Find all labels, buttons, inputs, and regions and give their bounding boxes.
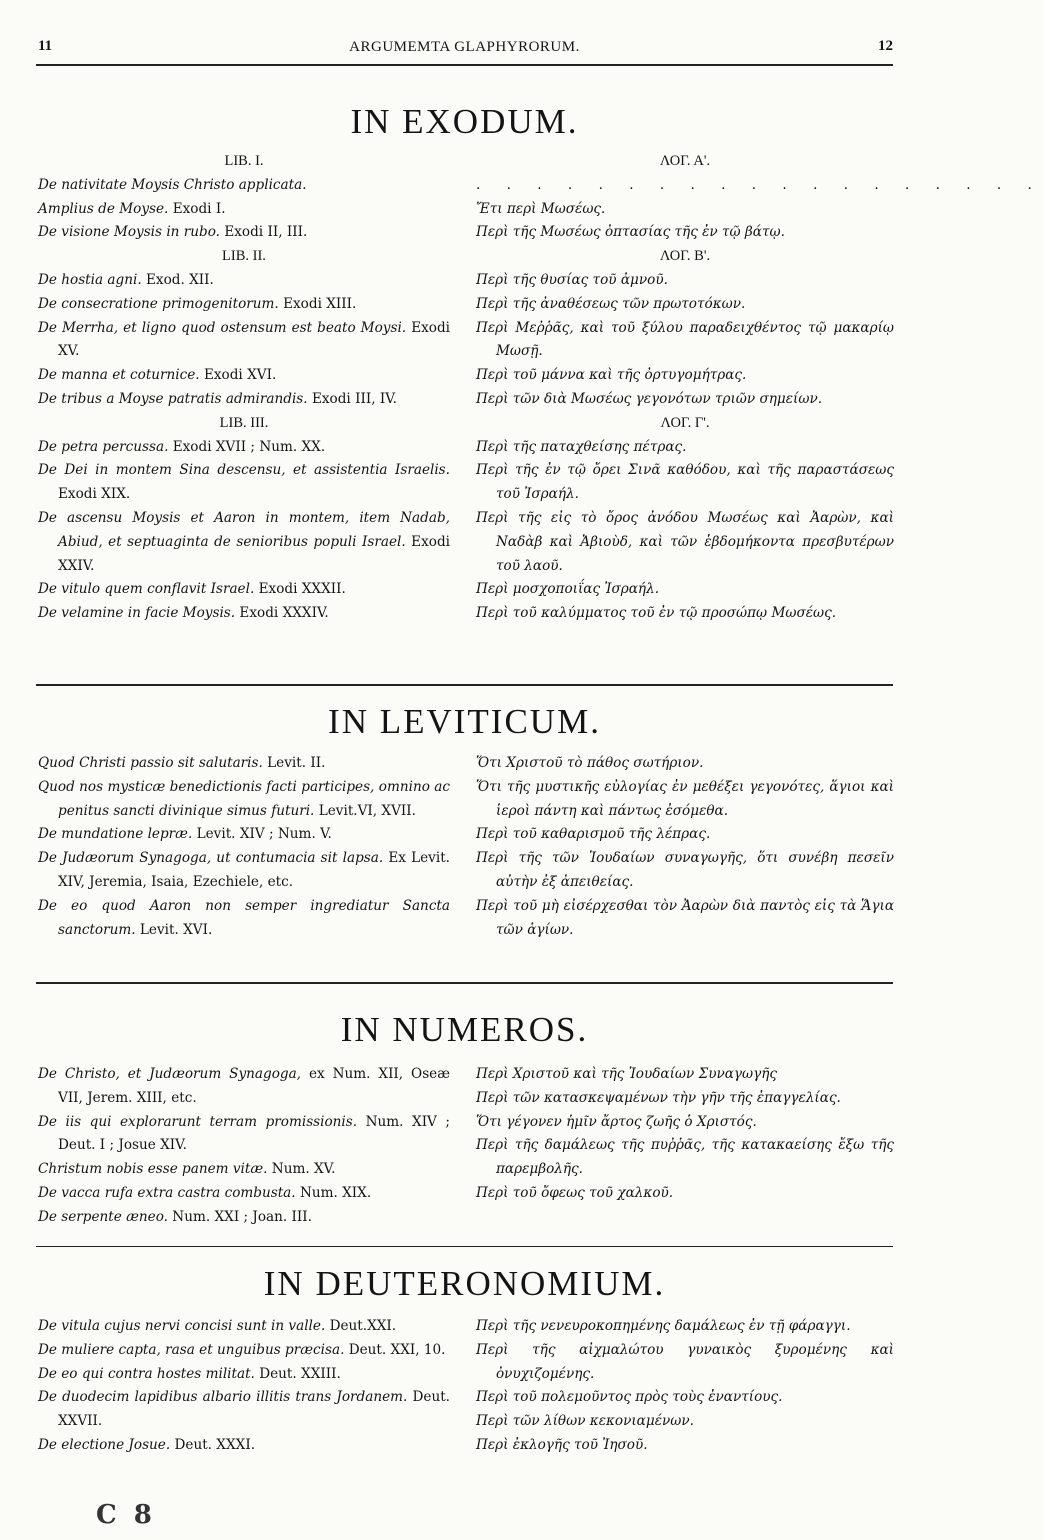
entry-text: Περὶ τῆς παταχθείσης πέτρας. <box>476 438 687 455</box>
book-heading: ΛΟΓ. Γ'. <box>660 414 710 431</box>
chapter-entry <box>38 1158 450 1182</box>
entry-text: De petra percussa. <box>38 438 169 455</box>
scripture-reference: Num. XV. <box>271 1161 336 1178</box>
chapter-entry <box>476 578 894 602</box>
entry-text: Ἔτι περὶ Μωσέως. <box>476 200 606 217</box>
entry-text: Περὶ τῆς ἀναθέσεως τῶν πρωτοτόκων. <box>476 295 746 312</box>
scripture-reference: Exodi XIX. <box>58 486 131 503</box>
chapter-entry <box>476 198 894 222</box>
entry-text: Περὶ τῆς τῶν Ἰουδαίων συναγωγῆς, ὅτι συνέβη πεσεῖν αὐτὴν ἐξ ἀπειθείας. <box>476 850 894 890</box>
entry-text: Περὶ τοῦ ὄφεως τοῦ χαλκοῦ. <box>476 1184 674 1201</box>
entry-text: Quod nos mysticæ benedictionis facti participes, omnino ac penitus sancti divinique simus futuri. <box>38 778 450 819</box>
book-heading: LIB. III. <box>219 414 269 431</box>
entry-text: De Dei in montem Sina descensu, et assistentia Israelis. <box>38 462 450 479</box>
chapter-entry <box>476 317 894 365</box>
entry-text: Περὶ τοῦ καλύμματος τοῦ ἐν τῷ προσώπῳ Μωσέως. <box>476 605 837 622</box>
scripture-reference: Deut. XXVII. <box>58 1389 450 1430</box>
chapter-entry <box>38 388 450 412</box>
scripture-reference: Ex Levit. XIV, Jeremia, Isaia, Ezechiele, etc. <box>58 850 450 890</box>
scripture-reference: Levit. XVI. <box>139 921 213 938</box>
entry-text: Περὶ τῆς ἐν τῷ ὄρει Σινᾶ καθόδου, καὶ τῆς παραστάσεως τοῦ Ἰσραήλ. <box>476 462 894 503</box>
section-rule <box>36 684 893 686</box>
chapter-entry <box>476 752 894 776</box>
chapter-entry <box>476 436 894 460</box>
chapter-entry <box>476 847 894 895</box>
chapter-entry <box>38 823 450 847</box>
entry-text: De Christo, et Judæorum Synagoga, <box>38 1066 302 1082</box>
entry-text: Περὶ τῆς θυσίας τοῦ ἀμνοῦ. <box>476 271 668 288</box>
chapter-entry <box>38 269 450 293</box>
book-heading: ΛΟΓ. Α'. <box>659 153 711 169</box>
entry-text: De nativitate Moysis Christo applicata. <box>38 176 307 193</box>
chapter-entry <box>38 602 450 626</box>
chapter-entry <box>476 823 894 847</box>
chapter-entry <box>476 507 894 578</box>
signature-mark: C 8 <box>96 1500 156 1530</box>
chapter-entry <box>476 1410 894 1434</box>
chapter-entry <box>38 776 450 824</box>
chapter-entry <box>38 364 450 388</box>
chapter-entry <box>476 1111 894 1135</box>
entry-text: De hostia agni. <box>38 271 142 288</box>
running-title: ARGUMEMTA GLAPHYRORUM. <box>349 39 580 55</box>
scripture-reference: Num. XXI ; Joan. III. <box>172 1208 312 1225</box>
chapter-entry <box>38 1386 450 1434</box>
entry-text: De velamine in facie Moysis. <box>38 605 236 622</box>
entry-text: De tribus a Moyse patratis admirandis. <box>38 390 308 407</box>
book-heading: ΛΟΓ. Β'. <box>659 248 711 265</box>
scripture-reference: Deut.XXI. <box>329 1318 397 1334</box>
entry-text: Amplius de Moyse. <box>38 200 169 217</box>
chapter-entry <box>38 459 450 507</box>
scripture-reference: Exodi III, IV. <box>311 390 397 407</box>
chapter-entry <box>476 1134 894 1182</box>
chapter-entry <box>38 317 450 365</box>
scripture-reference: Levit. II. <box>267 755 326 771</box>
leviticus-greek-column <box>476 752 894 942</box>
chapter-entry <box>38 1111 450 1159</box>
chapter-entry <box>38 293 450 317</box>
chapter-entry <box>38 436 450 460</box>
omission-dots: . . . . . . . . . . . . . . . . . . . <box>476 176 1043 193</box>
chapter-entry <box>476 1063 894 1087</box>
running-header <box>36 34 893 58</box>
entry-text: Περὶ τοῦ μὴ εἰσέρχεσθαι τὸν Ἀαρὼν διὰ παντὸς εἰς τὰ Ἅγια τῶν ἁγίων. <box>476 897 894 938</box>
deuteronomium-greek-column <box>476 1315 894 1458</box>
entry-text: De Judæorum Synagoga, ut contumacia sit lapsa. <box>38 850 384 867</box>
entry-text: De eo qui contra hostes militat. <box>38 1365 255 1382</box>
entry-text: Περὶ μοσχοποιΐας Ἰσραήλ. <box>476 581 660 598</box>
chapter-entry <box>476 1386 894 1410</box>
chapter-entry <box>38 1063 450 1111</box>
chapter-entry <box>476 1315 894 1339</box>
scripture-reference: Num. XIV ; Deut. I ; Josue XIV. <box>58 1113 450 1154</box>
entry-text: De duodecim lapidibus albario illitis trans Jordanem. <box>38 1389 408 1406</box>
section-title-numeri: IN NUMEROS. <box>340 1010 589 1049</box>
book-heading: LIB. II. <box>222 248 266 265</box>
book-heading: LIB. I. <box>224 153 264 169</box>
header-rule <box>36 64 893 66</box>
chapter-entry <box>476 388 894 412</box>
entry-text: Περὶ τῶν λίθων κεκονιαμένων. <box>476 1413 694 1430</box>
chapter-entry <box>38 578 450 602</box>
scripture-reference: Exodi XVI. <box>203 367 277 384</box>
entry-text: Περὶ τῆς εἰς τὸ ὄρος ἀνόδου Μωσέως καὶ Ἀαρὼν, καὶ Ναδὰβ καὶ Ἀβιοὺδ, καὶ τῶν ἑβδομήκοντα πρεσβυτέρων τοῦ λαοῦ. <box>476 509 894 574</box>
chapter-entry <box>476 1434 894 1458</box>
chapter-entry <box>38 507 450 578</box>
chapter-entry <box>38 174 450 198</box>
page-number-left: 11 <box>38 38 53 54</box>
entry-text: Περὶ τῆς νενευροκοπημένης δαμάλεως ἐν τῇ φάραγγι. <box>476 1318 851 1334</box>
page-number-right: 12 <box>878 38 893 54</box>
numeri-latin-column <box>38 1063 450 1230</box>
section-title-leviticus: IN LEVITICUM. <box>328 702 601 741</box>
scripture-reference: Deut. XXIII. <box>259 1365 341 1382</box>
entry-text: Περὶ τῶν διὰ Μωσέως γεγονότων τριῶν σημείων. <box>476 390 823 407</box>
section-rule <box>36 1246 893 1247</box>
entry-text: Περὶ τῶν κατασκεψαμένων τὴν γῆν τῆς ἐπαγγελίας. <box>476 1089 841 1106</box>
entry-text: De visione Moysis in rubo. <box>38 224 220 241</box>
chapter-entry <box>38 1339 450 1363</box>
entry-text: De consecratione primogenitorum. <box>38 295 279 312</box>
scripture-reference: Exod. XII. <box>145 271 214 288</box>
scripture-reference: Exodi XXXII. <box>258 581 346 598</box>
entry-text: De manna et coturnice. <box>38 367 200 384</box>
chapter-entry <box>38 752 450 776</box>
scripture-reference: Exodi XVII ; Num. XX. <box>172 438 326 455</box>
chapter-entry <box>476 602 894 626</box>
entry-text: Ὅτι τῆς μυστικῆς εὐλογίας ἐν μεθέξει γεγονότες, ἅγιοι καὶ ἱεροὶ πάντη καὶ πάντως ἐσόμεθα. <box>476 778 894 819</box>
numeri-greek-column <box>476 1063 894 1206</box>
entry-text: De iis qui explorarunt terram promissionis. <box>38 1113 358 1130</box>
entry-text: Ὅτι Χριστοῦ τὸ πάθος σωτήριον. <box>476 755 704 771</box>
entry-text: Περὶ τοῦ μάννα καὶ τῆς ὀρτυγομήτρας. <box>476 367 747 384</box>
scripture-reference: Deut. XXXI. <box>174 1436 256 1453</box>
scripture-reference: Exodi XIII. <box>283 295 357 312</box>
deuteronomium-latin-column <box>38 1315 450 1458</box>
entry-text: Περὶ Χριστοῦ καὶ τῆς Ἰουδαίων Συναγωγῆς <box>476 1066 778 1082</box>
scripture-reference: Levit.VI, XVII. <box>318 802 416 819</box>
entry-text: De vitula cujus nervi concisi sunt in valle. <box>38 1318 326 1334</box>
chapter-entry <box>38 198 450 222</box>
exodus-latin-column <box>38 150 450 626</box>
chapter-entry <box>476 1182 894 1206</box>
chapter-entry <box>38 1206 450 1230</box>
entry-text: De vitulo quem conflavit Israel. <box>38 581 255 598</box>
entry-text: De mundatione lepræ. <box>38 826 193 843</box>
chapter-entry <box>476 895 894 943</box>
entry-text: Περὶ ἐκλογῆς τοῦ Ἰησοῦ. <box>476 1436 648 1453</box>
chapter-entry <box>38 1434 450 1458</box>
chapter-entry <box>38 847 450 895</box>
entry-text: Περὶ τῆς δαμάλεως τῆς πυῤῥᾶς, τῆς κατακαείσης ἔξω τῆς παρεμβολῆς. <box>476 1137 894 1178</box>
chapter-entry <box>476 776 894 824</box>
section-title-exodus: IN EXODUM. <box>350 102 579 141</box>
entry-text: De ascensu Moysis et Aaron in montem, item Nadab, Abiud, et septuaginta de senioribus populi Israel. <box>38 509 450 550</box>
entry-text: De Merrha, et ligno quod ostensum est beato Moysi. <box>38 319 407 336</box>
scripture-reference: Num. XIX. <box>299 1184 372 1201</box>
scripture-reference: Levit. XIV ; Num. V. <box>196 826 332 843</box>
entry-text: Ὅτι γέγονεν ἡμῖν ἄρτος ζωῆς ὁ Χριστός. <box>476 1113 757 1130</box>
entry-text: Περὶ Μεῤῥᾶς, καὶ τοῦ ξύλου παραδειχθέντος τῷ μακαρίῳ Μωσῇ. <box>476 319 894 360</box>
scripture-reference: Deut. XXI, 10. <box>348 1341 446 1358</box>
chapter-entry <box>476 1087 894 1111</box>
scripture-reference: Exodi II, III. <box>224 224 308 241</box>
entry-text: Christum nobis esse panem vitæ. <box>38 1161 268 1178</box>
entry-text: Περὶ τῆς Μωσέως ὀπτασίας τῆς ἐν τῷ βάτῳ. <box>476 224 785 241</box>
chapter-entry <box>476 1339 894 1387</box>
entry-text: Quod Christi passio sit salutaris. <box>38 755 263 771</box>
entry-text: De muliere capta, rasa et unguibus præcisa. <box>38 1341 345 1358</box>
scripture-reference: Exodi XV. <box>58 319 451 360</box>
section-title-deuteronomium: IN DEUTERONOMIUM. <box>263 1264 666 1303</box>
chapter-entry <box>476 221 894 245</box>
chapter-entry <box>476 269 894 293</box>
entry-text: Περὶ τῆς αἰχμαλώτου γυναικὸς ξυρομένης καὶ ὀνυχιζομένης. <box>476 1341 894 1382</box>
scripture-reference: Exodi XXXIV. <box>239 605 329 622</box>
chapter-entry <box>476 364 894 388</box>
leviticus-latin-column <box>38 752 450 942</box>
entry-text: De electione Josue. <box>38 1436 171 1453</box>
scripture-reference: Exodi I. <box>172 200 226 217</box>
exodus-greek-column <box>476 150 1043 626</box>
chapter-entry <box>38 895 450 943</box>
chapter-entry <box>476 293 894 317</box>
entry-text: De vacca rufa extra castra combusta. <box>38 1184 296 1201</box>
section-rule <box>36 982 893 984</box>
entry-text: De serpente æneo. <box>38 1208 168 1225</box>
scripture-reference: Exodi XXIV. <box>58 533 450 574</box>
entry-text: Περὶ τοῦ καθαρισμοῦ τῆς λέπρας. <box>476 826 711 843</box>
chapter-entry <box>38 1363 450 1387</box>
chapter-entry <box>38 1315 450 1339</box>
chapter-entry <box>38 1182 450 1206</box>
entry-text: De eo quod Aaron non semper ingrediatur Sancta sanctorum. <box>38 897 450 938</box>
entry-text: Περὶ τοῦ πολεμοῦντος πρὸς τοὺς ἐναντίους. <box>476 1389 783 1406</box>
scripture-reference: ex Num. XII, Oseæ VII, Jerem. XIII, etc. <box>58 1066 451 1106</box>
chapter-entry <box>38 221 450 245</box>
chapter-entry <box>476 459 894 507</box>
